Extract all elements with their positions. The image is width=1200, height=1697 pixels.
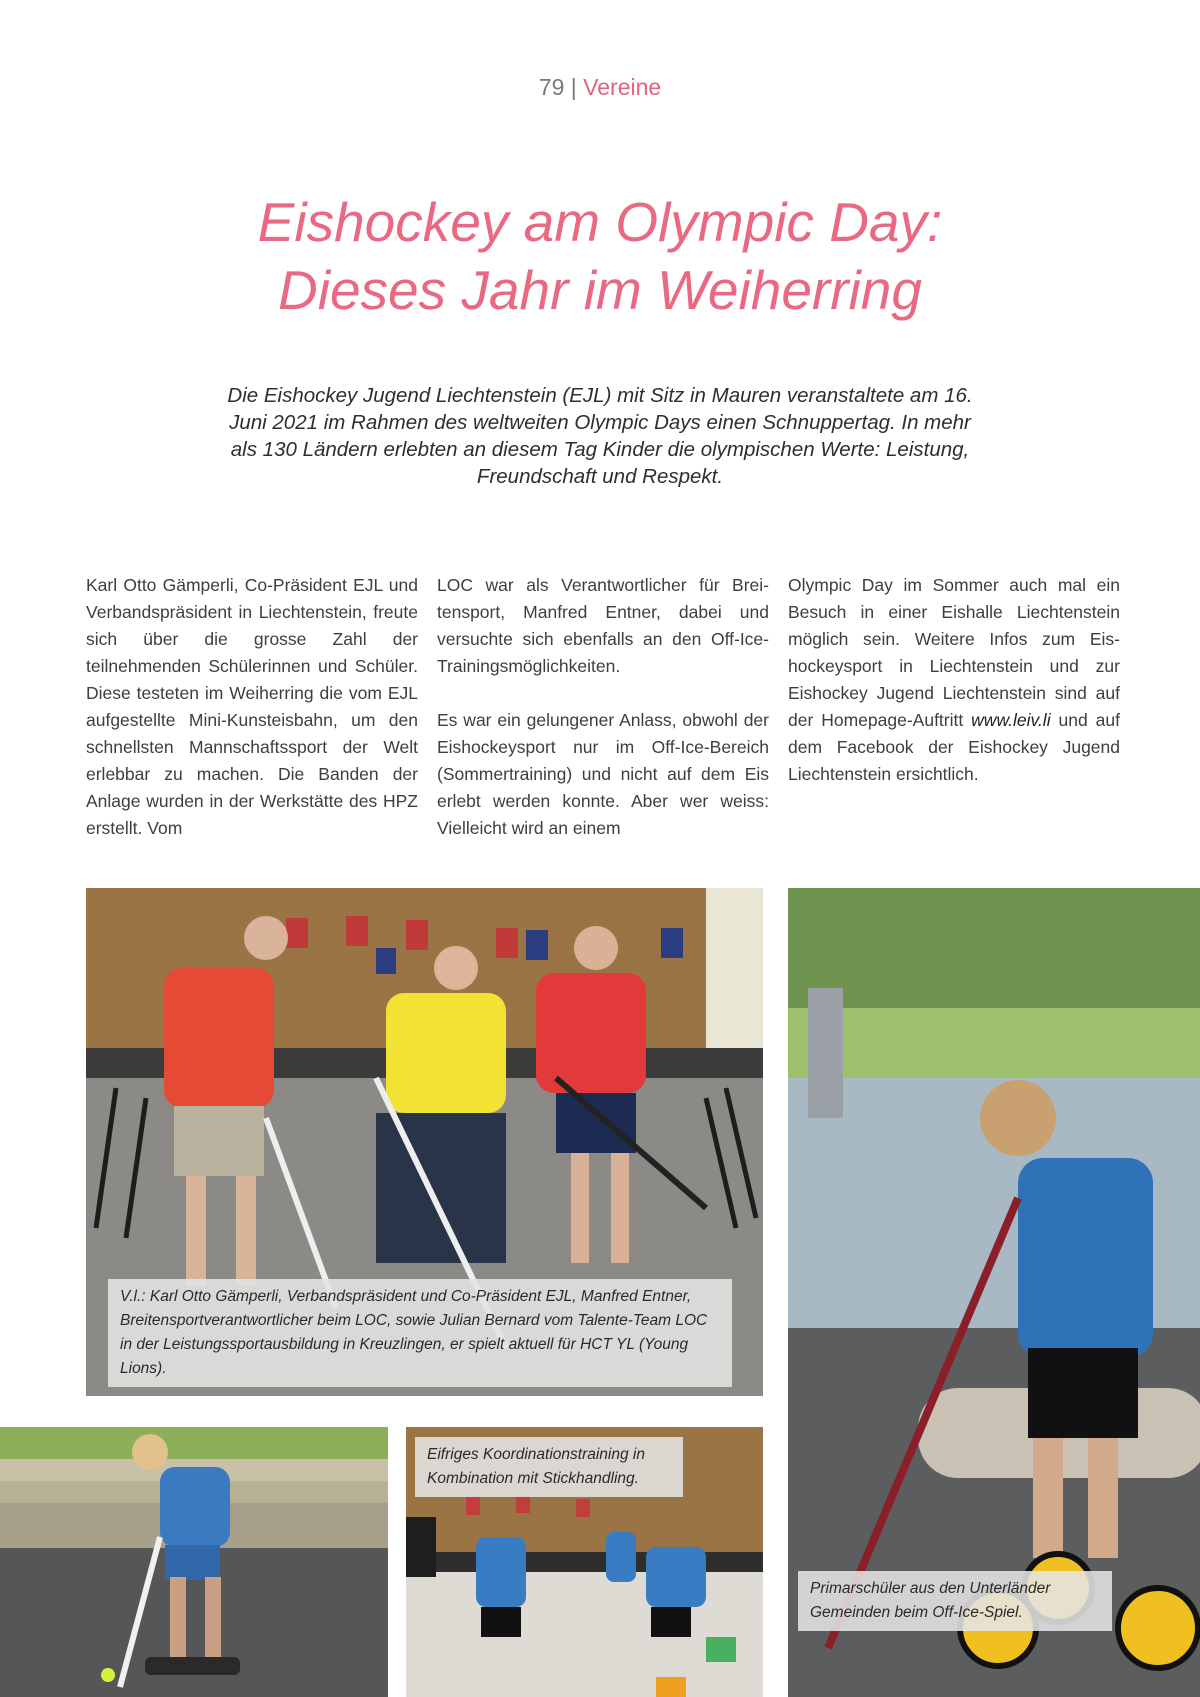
text-column-2 bbox=[437, 572, 769, 842]
website-link[interactable]: www.leiv.li bbox=[971, 710, 1051, 730]
column-1-paragraph: Karl Otto Gämperli, Co-Präsident EJL und Verbandspräsident in Liechtenstein, freute sich über die grosse Zahl der teilnehmenden Schülerinnen und Schüler. Diese testeten im Weiherring die vom EJL aufgestellte Mini-Kunsteisbahn, um den schnellsten Mannschaftssport der Welt erlebbar zu machen. Die Banden der Anlage wurden in der Werkstätte des HPZ erstellt. Vom bbox=[86, 575, 418, 838]
photo-caption: V.l.: Karl Otto Gämperli, Verbandspräsident und Co-Präsident EJL, Manfred Entner, Breitensportverantwortlicher beim LOC, sowie Julian Bernard vom Talente-Team LOC in der Leistungssportausbildung in Kreuzlingen, er spielt aktuell für HCT YL (Young Lions). bbox=[108, 1279, 732, 1387]
column-2-paragraph-2: Es war ein gelungener Anlass, obwohl der Eishockeysport nur im Off-Ice-Bereich (Sommertraining) und nicht auf dem Eis erlebt werden konnte. Aber wer weiss: Vielleicht wird an einem bbox=[437, 710, 769, 838]
column-3-paragraph bbox=[788, 572, 1120, 788]
text-column-3 bbox=[788, 572, 1120, 788]
article-title bbox=[0, 188, 1200, 324]
page-number: 79 bbox=[538, 74, 565, 100]
photo-boy-pedalo bbox=[788, 888, 1200, 1697]
column-3-text-b: und auf dem Facebook der Eishockey Jugend Liechtenstein ersichtlich. bbox=[788, 710, 1120, 784]
photo-caption: Primarschüler aus den Unterländer Gemeinden beim Off-Ice-Spiel. bbox=[798, 1571, 1112, 1631]
page-header bbox=[0, 74, 1200, 101]
column-2-paragraph-1: LOC war als Verantwortlicher für Breitensport, Manfred Entner, dabei und versuchte sich ebenfalls an den Off-Ice-Trainingsmöglichkeiten. bbox=[437, 575, 769, 676]
section-name: Vereine bbox=[583, 74, 662, 100]
photo-caption: Eifriges Koordinationstraining in Kombination mit Stickhandling. bbox=[415, 1437, 683, 1497]
photo-girl-balance-board bbox=[0, 1427, 388, 1697]
article-lead: Die Eishockey Jugend Liechtenstein (EJL) mit Sitz in Mauren veranstaltete am 16. Juni 2021 im Rahmen des weltweiten Olympic Days einen Schnuppertag. In mehr als 130 Ländern erlebten an diesem Tag Kinder die olympischen Werte: Leistung, Freundschaft und Respekt. bbox=[227, 384, 973, 488]
title-line-1: Eishockey am Olympic Day: bbox=[257, 191, 943, 253]
column-3-text-a: Olympic Day im Sommer auch mal ein Besuch in einer Eishalle Liechtenstein möglich sein. Weitere Infos zum Eishockeysport in Liechtenstein und zur Eishockey Jugend Liechtenstein sind auf der Homepage-Auftritt bbox=[788, 575, 1120, 730]
text-column-1 bbox=[86, 572, 418, 842]
photo-three-adults bbox=[86, 888, 763, 1396]
title-line-2: Dieses Jahr im Weiherring bbox=[278, 259, 922, 321]
photo-girl-illustration bbox=[0, 1427, 388, 1697]
header-separator: | bbox=[570, 74, 577, 100]
photo-kids-hall bbox=[406, 1427, 763, 1697]
